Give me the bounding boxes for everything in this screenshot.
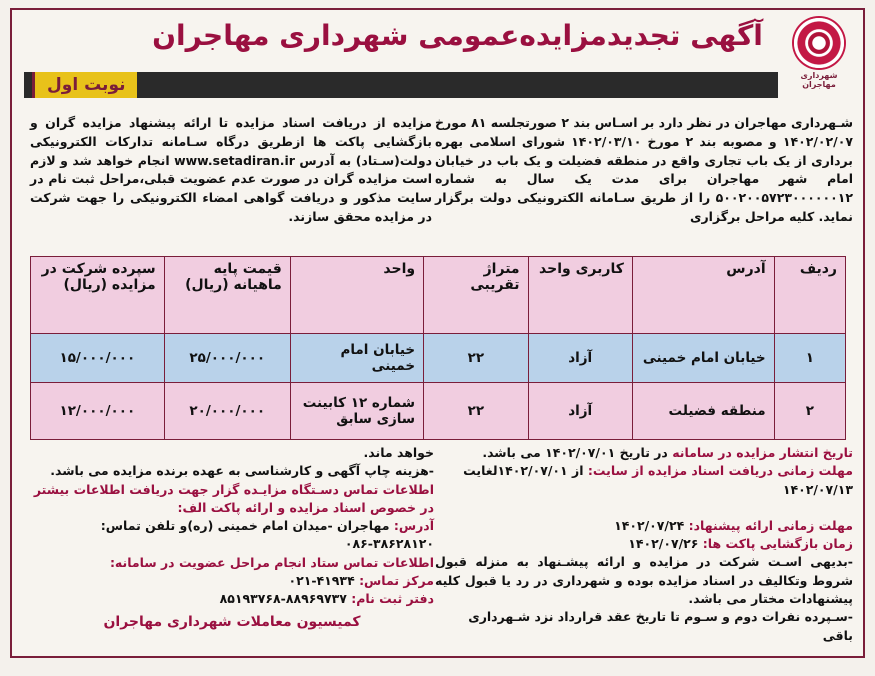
cell-row: ۱ [774,334,845,383]
col-area: متراژ تقریبی [424,257,529,334]
cell-area: ۲۲ [424,334,529,383]
cell-base-price: ۲۵/۰۰۰/۰۰۰ [164,334,290,383]
col-usage: کاربری واحد [528,257,632,334]
continuation-text: خواهد ماند. [363,445,434,460]
details-left [30,444,434,631]
intro-left-part1: مزایده از دریافت اسناد مزایده تا ارائه پیشنهاد مزایده گران و بازگشایی پاکت ها ازطریق درگاه سـامانه تدارکات الکترونیکی دولت(سـتاد) به آدرس [30,115,433,168]
contact-heading: اطلاعات تماس دسـتگاه مزایـده گزار جهت دریافت اطلاعات بیشتر در خصوص اسناد مزایده و ارائه پاکت الف: [33,481,434,515]
address-line [30,517,434,554]
registry-label: دفتر ثبت نام: [351,591,434,607]
intro-text-left [30,114,432,227]
opening-date: ۱۴۰۲/۰۷/۲۶ [628,536,699,552]
intro-left-part2: انجام خواهد شد و لازم است مزایده گران در صورت عدم عضویت قبلی،مراحل ثبت نام در سایت مذکور و دریافت گواهی امضاء الکترونیکی را جهت شرکت در مزایده محقق سازند. [30,152,432,224]
cell-unit: خیابان امام خمینی [290,334,423,383]
opening-line [435,535,853,553]
call-center-label: مرکز تماس: [359,573,434,589]
docs-range: از ۱۴۰۲/۰۷/۰۱لغایت ۱۴۰۲/۰۷/۱۳ [463,463,853,497]
registry-phone: ۸۵۱۹۳۷۶۸-۸۸۹۶۹۷۳۷ [219,591,347,607]
cell-usage: آزاد [528,334,632,383]
commission-signature: کمیسیون معاملات شهرداری مهاجران [103,613,361,630]
note-deposit: -سـپرده نفرات دوم و سـوم تا تاریخ عقد قرارداد نزد شـهرداری باقی [468,609,853,643]
registry-line [30,590,434,608]
cell-deposit: ۱۵/۰۰۰/۰۰۰ [31,334,165,383]
cell-base-price: ۲۰/۰۰۰/۰۰۰ [164,383,290,440]
call-center-line [30,572,434,590]
col-base-price: قیمت پایه ماهیانه (ریال) [164,257,290,334]
table-row [31,383,846,440]
docs-label: مهلت زمانی دریافت اسناد مزایده از سایت: [587,463,853,479]
col-row: ردیف [774,257,845,334]
note-acceptance: -بدیهی اسـت شرکت در مزایده و ارائه پیشـنهاد به منزله قبول شروط وتکالیف در اسناد مزایده بوده و شهرداری در رد یا قبول کلیه پیشنهادات مختار می باشد. [435,554,853,607]
flower-emblem-icon [794,18,844,68]
cell-area: ۲۲ [424,383,529,440]
col-deposit: سپرده شرکت در مزایده (ریال) [31,257,165,334]
publish-label: تاریخ انتشار مزایده در سامانه [672,445,853,460]
round-badge: نوبت اول [32,72,137,98]
offer-label: مهلت زمانی ارائه پیشنهاد: [688,517,853,533]
address-label: آدرس: [393,518,434,534]
setad-heading: اطلاعات تماس ستاد انجام مراحل عضویت در سامانه: [109,554,434,570]
cell-address: منطقه فضیلت [632,383,774,440]
cell-deposit: ۱۲/۰۰۰/۰۰۰ [31,383,165,440]
logo-caption: شهرداری مهاجران [800,71,838,89]
call-center-phone: ۰۲۱-۴۱۹۳۴ [288,573,355,589]
offer-date: ۱۴۰۲/۰۷/۲۴ [614,517,685,533]
cell-usage: آزاد [528,383,632,440]
offer-line [435,517,853,535]
address-phone: ۰۸۶-۳۸۶۲۸۱۲۰ [344,536,434,552]
intro-text-right: شـهرداری مهاجران در نظر دارد بر اسـاس بند ۲ صورتجلسه ۸۱ مورخ ۱۴۰۲/۰۲/۰۷ و مصوبه بند ۲ مورخ ۱۴۰۲/۰۳/۱۰ شورای اسلامی بهره برداری از یک باب تجاری واقع در منطقه فضیلت و یک باب در خیابان امام شهر مهاجران برای مدت یک سال به شماره ۵۰۰۲۰۰۵۷۲۳۰۰۰۰۰۰۱۲ را از طریق سـامانه الکترونیکی دولت برگزار نماید. کلیه مراحل برگزاری [435,115,853,224]
table-row [31,334,846,383]
opening-label: زمان بازگشایی پاکت ها: [702,536,853,552]
table-header-row [31,257,846,334]
publish-line [435,444,853,462]
docs-line [435,462,853,499]
setad-url: www.setadiran.ir [174,152,295,168]
cell-row: ۲ [774,383,845,440]
auction-table [30,256,846,440]
details-right [435,444,853,645]
col-address: آدرس [632,257,774,334]
notice-title: آگهی تجدیدمزایده‌عمومی شهرداری مهاجران [152,19,763,52]
municipality-logo [785,18,853,90]
cell-unit: شماره ۱۲ کابینت سازی سابق [290,383,423,440]
publish-text: در تاریخ ۱۴۰۲/۰۷/۰۱ می باشد. [482,445,668,460]
auction-notice [10,8,865,658]
cost-note: -هزینه چاپ آگهی و کارشناسی به عهده برنده مزایده می باشد. [50,463,434,479]
col-unit: واحد [290,257,423,334]
cell-address: خیابان امام خمینی [632,334,774,383]
address-text: مهاجران -میدان امام خمینی (ره)و تلفن تماس: [100,518,390,534]
